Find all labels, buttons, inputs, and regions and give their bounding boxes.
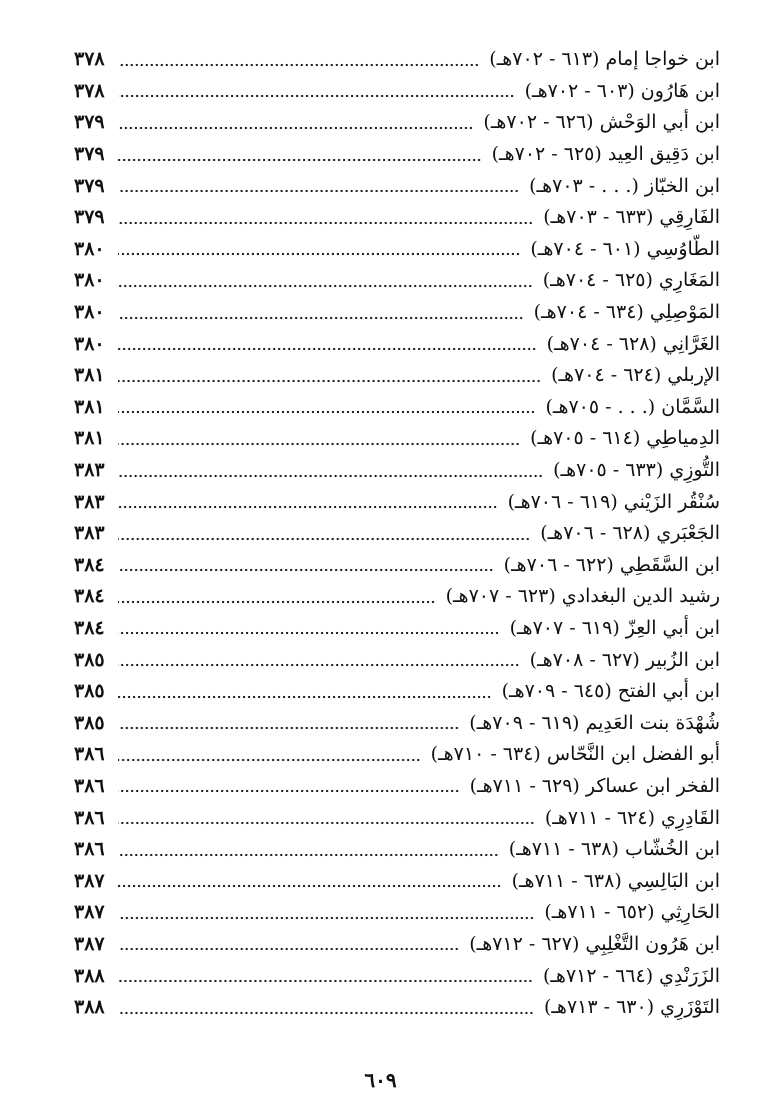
toc-entry-page-number: ٣٨٣ bbox=[74, 459, 105, 482]
toc-entry-name: ابن الخبّاز (. . . - ٧٠٣هـ) bbox=[529, 174, 720, 197]
toc-entry-page-number: ٣٨٥ bbox=[74, 648, 105, 671]
toc-entry-page-number: ٣٨٤ bbox=[74, 553, 105, 576]
toc-entry-name: الدِمياطِي (٦١٤ - ٧٠٥هـ) bbox=[530, 427, 720, 450]
toc-entry-page-number: ٣٨٥ bbox=[74, 711, 105, 734]
toc-entry bbox=[74, 170, 720, 202]
toc-entry-name: ابن الزُبير (٦٢٧ - ٧٠٨هـ) bbox=[529, 648, 720, 671]
toc-entry-name: الحَارِثِي (٦٥٢ - ٧١١هـ) bbox=[544, 901, 720, 924]
toc-entry bbox=[74, 360, 720, 392]
toc-list bbox=[74, 44, 720, 1023]
toc-entry bbox=[74, 960, 720, 992]
toc-entry-name: الزَرَنْدِي (٦٦٤ - ٧١٢هـ) bbox=[542, 964, 720, 987]
toc-entry-name: الجَعْبَري (٦٢٨ - ٧٠٦هـ) bbox=[540, 522, 720, 545]
toc-entry-page-number: ٣٧٩ bbox=[74, 143, 105, 166]
dot-leader bbox=[118, 979, 533, 983]
dot-leader bbox=[118, 537, 530, 541]
dot-leader bbox=[118, 221, 533, 225]
toc-entry bbox=[74, 581, 720, 613]
toc-entry bbox=[74, 486, 720, 518]
toc-entry-name: ابن خواجا إمام (٦١٣ - ٧٠٢هـ) bbox=[489, 48, 720, 71]
toc-entry-page-number: ٣٧٩ bbox=[74, 111, 105, 134]
toc-entry bbox=[74, 676, 720, 708]
toc-entry bbox=[74, 992, 720, 1024]
toc-entry-name: القَادِرِي (٦٢٤ - ٧١١هـ) bbox=[544, 806, 720, 829]
toc-entry-page-number: ٣٨٧ bbox=[74, 869, 105, 892]
toc-entry-page-number: ٣٨٣ bbox=[74, 490, 105, 513]
dot-leader bbox=[118, 631, 500, 635]
dot-leader bbox=[118, 284, 533, 288]
toc-entry-name: ابن السَّقَطِي (٦٢٢ - ٧٠٦هـ) bbox=[503, 553, 720, 576]
toc-entry-page-number: ٣٨٤ bbox=[74, 585, 105, 608]
toc-entry bbox=[74, 771, 720, 803]
dot-leader bbox=[118, 726, 459, 730]
toc-entry-page-number: ٣٨٦ bbox=[74, 774, 105, 797]
toc-entry-page-number: ٣٧٨ bbox=[74, 79, 105, 102]
toc-entry-name: ابن هَرُون التَّغْلِبِي (٦٢٧ - ٧١٢هـ) bbox=[469, 932, 720, 955]
toc-entry bbox=[74, 455, 720, 487]
dot-leader bbox=[118, 600, 436, 604]
dot-leader bbox=[118, 853, 499, 857]
toc-entry-name: ابن دَقِيق العِيد (٦٢٥ - ٧٠٢هـ) bbox=[491, 143, 720, 166]
toc-entry bbox=[74, 834, 720, 866]
toc-entry-name: التُّوزِي (٦٣٣ - ٧٠٥هـ) bbox=[553, 459, 720, 482]
toc-entry-page-number: ٣٨٨ bbox=[74, 964, 105, 987]
toc-entry-name: الإربلي (٦٢٤ - ٧٠٤هـ) bbox=[551, 364, 720, 387]
toc-entry bbox=[74, 802, 720, 834]
dot-leader bbox=[118, 63, 479, 67]
toc-entry-name: المَغَارِي (٦٢٥ - ٧٠٤هـ) bbox=[542, 269, 720, 292]
dot-leader bbox=[118, 442, 520, 446]
toc-entry bbox=[74, 139, 720, 171]
toc-entry-page-number: ٣٨٣ bbox=[74, 522, 105, 545]
toc-entry-page-number: ٣٨٤ bbox=[74, 616, 105, 639]
toc-entry-page-number: ٣٧٩ bbox=[74, 206, 105, 229]
toc-entry-page-number: ٣٧٨ bbox=[74, 48, 105, 71]
toc-entry bbox=[74, 739, 720, 771]
dot-leader bbox=[118, 126, 473, 130]
toc-entry-name: ابن أبي الوَحْش (٦٢٦ - ٧٠٢هـ) bbox=[483, 111, 720, 134]
toc-entry-name: أبو الفضل ابن النَّحّاس (٦٣٤ - ٧١٠هـ) bbox=[430, 743, 720, 766]
dot-leader bbox=[118, 474, 543, 478]
toc-entry bbox=[74, 613, 720, 645]
toc-entry bbox=[74, 423, 720, 455]
toc-entry-page-number: ٣٨٠ bbox=[74, 269, 105, 292]
toc-entry-page-number: ٣٨٦ bbox=[74, 743, 105, 766]
toc-entry-name: ابن الخُشّاب (٦٣٨ - ٧١١هـ) bbox=[508, 838, 720, 861]
dot-leader bbox=[118, 347, 537, 351]
toc-entry bbox=[74, 707, 720, 739]
dot-leader bbox=[118, 821, 535, 825]
toc-entry-name: التَوْزَرِي (٦٣٠ - ٧١٣هـ) bbox=[543, 996, 720, 1019]
toc-entry bbox=[74, 518, 720, 550]
toc-entry-name: ابن أبي الفتح (٦٤٥ - ٧٠٩هـ) bbox=[501, 680, 720, 703]
toc-entry bbox=[74, 297, 720, 329]
dot-leader bbox=[118, 158, 482, 162]
dot-leader bbox=[118, 916, 534, 920]
toc-entry-name: رشيد الدين البغدادي (٦٢٣ - ٧٠٧هـ) bbox=[445, 585, 720, 608]
toc-entry bbox=[74, 44, 720, 76]
toc-entry-page-number: ٣٨٠ bbox=[74, 237, 105, 260]
toc-entry bbox=[74, 202, 720, 234]
toc-entry bbox=[74, 392, 720, 424]
toc-entry-name: الفخر ابن عساكر (٦٢٩ - ٧١١هـ) bbox=[469, 774, 720, 797]
dot-leader bbox=[118, 505, 498, 509]
toc-entry-name: ابن البَالِسِي (٦٣٨ - ٧١١هـ) bbox=[511, 869, 720, 892]
toc-entry-name: السَّمَّان (. . . - ٧٠٥هـ) bbox=[545, 395, 720, 418]
toc-entry bbox=[74, 234, 720, 266]
toc-entry-page-number: ٣٨٠ bbox=[74, 301, 105, 324]
toc-entry bbox=[74, 76, 720, 108]
toc-entry-page-number: ٣٨٠ bbox=[74, 332, 105, 355]
dot-leader bbox=[118, 316, 524, 320]
toc-entry-name: شُهْدَة بنت العَدِيم (٦١٩ - ٧٠٩هـ) bbox=[469, 711, 720, 734]
toc-entry-page-number: ٣٨٥ bbox=[74, 680, 105, 703]
toc-entry-name: ابن هَارُون (٦٠٣ - ٧٠٢هـ) bbox=[524, 79, 720, 102]
page-folio-number: ٦٠٩ bbox=[364, 1068, 397, 1092]
toc-entry-page-number: ٣٨٧ bbox=[74, 932, 105, 955]
toc-entry-page-number: ٣٨١ bbox=[74, 364, 105, 387]
toc-entry bbox=[74, 644, 720, 676]
toc-entry-name: المَوْصِلِي (٦٣٤ - ٧٠٤هـ) bbox=[533, 301, 720, 324]
toc-entry-name: الغَرَّانِي (٦٢٨ - ٧٠٤هـ) bbox=[546, 332, 720, 355]
dot-leader bbox=[118, 252, 520, 256]
toc-entry-page-number: ٣٨٨ bbox=[74, 996, 105, 1019]
dot-leader bbox=[118, 789, 460, 793]
toc-entry-page-number: ٣٨٦ bbox=[74, 806, 105, 829]
toc-entry bbox=[74, 265, 720, 297]
toc-entry bbox=[74, 107, 720, 139]
dot-leader bbox=[118, 379, 541, 383]
toc-entry bbox=[74, 865, 720, 897]
toc-entry-page-number: ٣٧٩ bbox=[74, 174, 105, 197]
toc-entry-name: ابن أبي العِزّ (٦١٩ - ٧٠٧هـ) bbox=[509, 616, 720, 639]
dot-leader bbox=[118, 947, 459, 951]
toc-entry-name: الطّاوُسِي (٦٠١ - ٧٠٤هـ) bbox=[530, 237, 720, 260]
toc-entry-page-number: ٣٨٧ bbox=[74, 901, 105, 924]
toc-entry-name: الفَارِقِي (٦٣٣ - ٧٠٣هـ) bbox=[543, 206, 720, 229]
dot-leader bbox=[118, 663, 520, 667]
dot-leader bbox=[118, 1011, 534, 1015]
dot-leader bbox=[118, 568, 494, 572]
dot-leader bbox=[118, 884, 502, 888]
toc-entry-page-number: ٣٨٦ bbox=[74, 838, 105, 861]
toc-entry bbox=[74, 550, 720, 582]
toc-entry-page-number: ٣٨١ bbox=[74, 427, 105, 450]
dot-leader bbox=[118, 410, 535, 414]
toc-entry bbox=[74, 328, 720, 360]
toc-entry-page-number: ٣٨١ bbox=[74, 395, 105, 418]
dot-leader bbox=[118, 189, 519, 193]
toc-entry-name: سُنْقُر الزَيْني (٦١٩ - ٧٠٦هـ) bbox=[507, 490, 720, 513]
dot-leader bbox=[118, 695, 492, 699]
toc-entry bbox=[74, 929, 720, 961]
dot-leader bbox=[118, 94, 515, 98]
toc-entry bbox=[74, 897, 720, 929]
dot-leader bbox=[118, 758, 421, 762]
